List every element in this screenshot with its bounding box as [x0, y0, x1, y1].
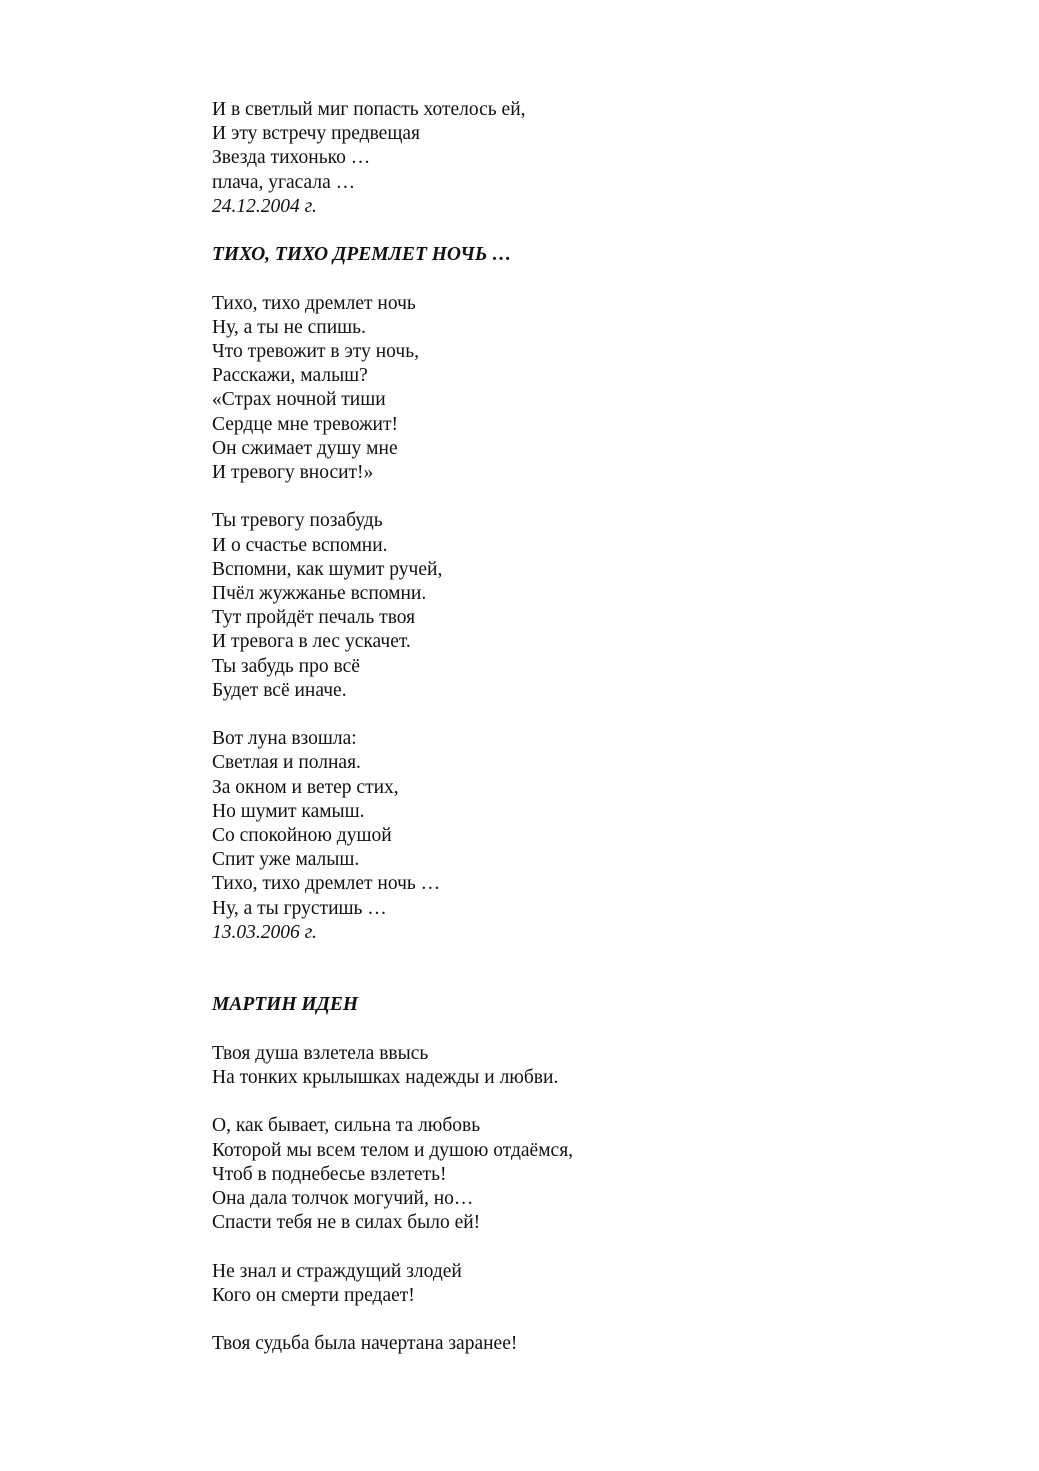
- poem-line: Сердце мне тревожит!: [212, 413, 399, 435]
- poem-line: Ты тревогу позабудь: [212, 510, 383, 532]
- poem-line: Она дала толчок могучий, но…: [212, 1188, 474, 1210]
- poem2: [212, 243, 992, 945]
- poem-line: Кого он смерти предает!: [212, 1284, 415, 1306]
- poem-line: И тревогу вносит!»: [212, 462, 374, 484]
- stanza: [212, 1114, 992, 1235]
- stanza: [212, 727, 992, 921]
- poem-line: Он сжимает душу мне: [212, 437, 398, 459]
- poem-line: Что тревожит в эту ночь,: [212, 341, 419, 362]
- poem-line: Но шумит камыш.: [212, 800, 365, 822]
- poem-line: Спасти тебя не в силах было ей!: [212, 1212, 481, 1234]
- stanza: [212, 509, 992, 703]
- poem-line: Звезда тихонько …: [212, 147, 371, 169]
- poem-line: Ты забудь про всё: [212, 655, 360, 677]
- poem-line: Пчёл жужжанье вспомни.: [212, 583, 427, 605]
- poem-line: Твоя душа взлетела ввысь: [212, 1042, 429, 1064]
- poem-line: Со спокойною душой: [212, 825, 392, 847]
- poem-line: Спит уже малыш.: [212, 849, 360, 871]
- poem-title: ТИХО, ТИХО ДРЕМЛЕТ НОЧЬ …: [212, 244, 512, 266]
- poem-line: Ну, а ты грустишь …: [212, 897, 387, 919]
- poem-line: «Страх ночной тиши: [212, 389, 386, 411]
- document-page: [212, 98, 992, 1356]
- poem-line: Тихо, тихо дремлет ночь …: [212, 873, 441, 895]
- poem-title: МАРТИН ИДЕН: [212, 994, 359, 1016]
- poem-line: На тонких крылышках надежды и любви.: [212, 1067, 559, 1089]
- poem-line: И тревога в лес ускачет.: [212, 631, 411, 653]
- poem-line: И о счастье вспомни.: [212, 534, 388, 556]
- poem-line: О, как бывает, сильна та любовь: [212, 1115, 481, 1137]
- poem-date: 13.03.2006 г.: [212, 921, 317, 943]
- poem-line: Тут пройдёт печаль твоя: [212, 607, 416, 629]
- poem3: [212, 993, 992, 1356]
- poem-line: Твоя судьба была начертана заранее!: [212, 1333, 518, 1355]
- stanza: [212, 1042, 992, 1090]
- poem1-ending: [212, 98, 992, 219]
- stanza: [212, 1260, 992, 1308]
- poem-line: Ну, а ты не спишь.: [212, 316, 366, 338]
- poem-line: Вспомни, как шумит ручей,: [212, 558, 443, 580]
- poem-line: Светлая и полная.: [212, 752, 361, 774]
- poem-line: Которой мы всем телом и душою отдаёмся,: [212, 1139, 574, 1161]
- stanza: [212, 292, 992, 486]
- poem-line: Не знал и страждущий злодей: [212, 1260, 462, 1282]
- poem-line: плача, угасала …: [212, 171, 356, 193]
- poem-line: Расскажи, малыш?: [212, 365, 368, 387]
- poem-line: Тихо, тихо дремлет ночь: [212, 292, 416, 314]
- poem-line: Вот луна взошла:: [212, 728, 357, 750]
- poem-line: Будет всё иначе.: [212, 679, 347, 701]
- stanza: [212, 1332, 992, 1356]
- poem-line: За окном и ветер стих,: [212, 776, 399, 798]
- poem-line: И эту встречу предвещая: [212, 123, 420, 145]
- poem-line: И в светлый миг попасть хотелось ей,: [212, 99, 526, 120]
- poem-line: Чтоб в поднебесье взлететь!: [212, 1163, 447, 1185]
- poem-date: 24.12.2004 г.: [212, 195, 317, 217]
